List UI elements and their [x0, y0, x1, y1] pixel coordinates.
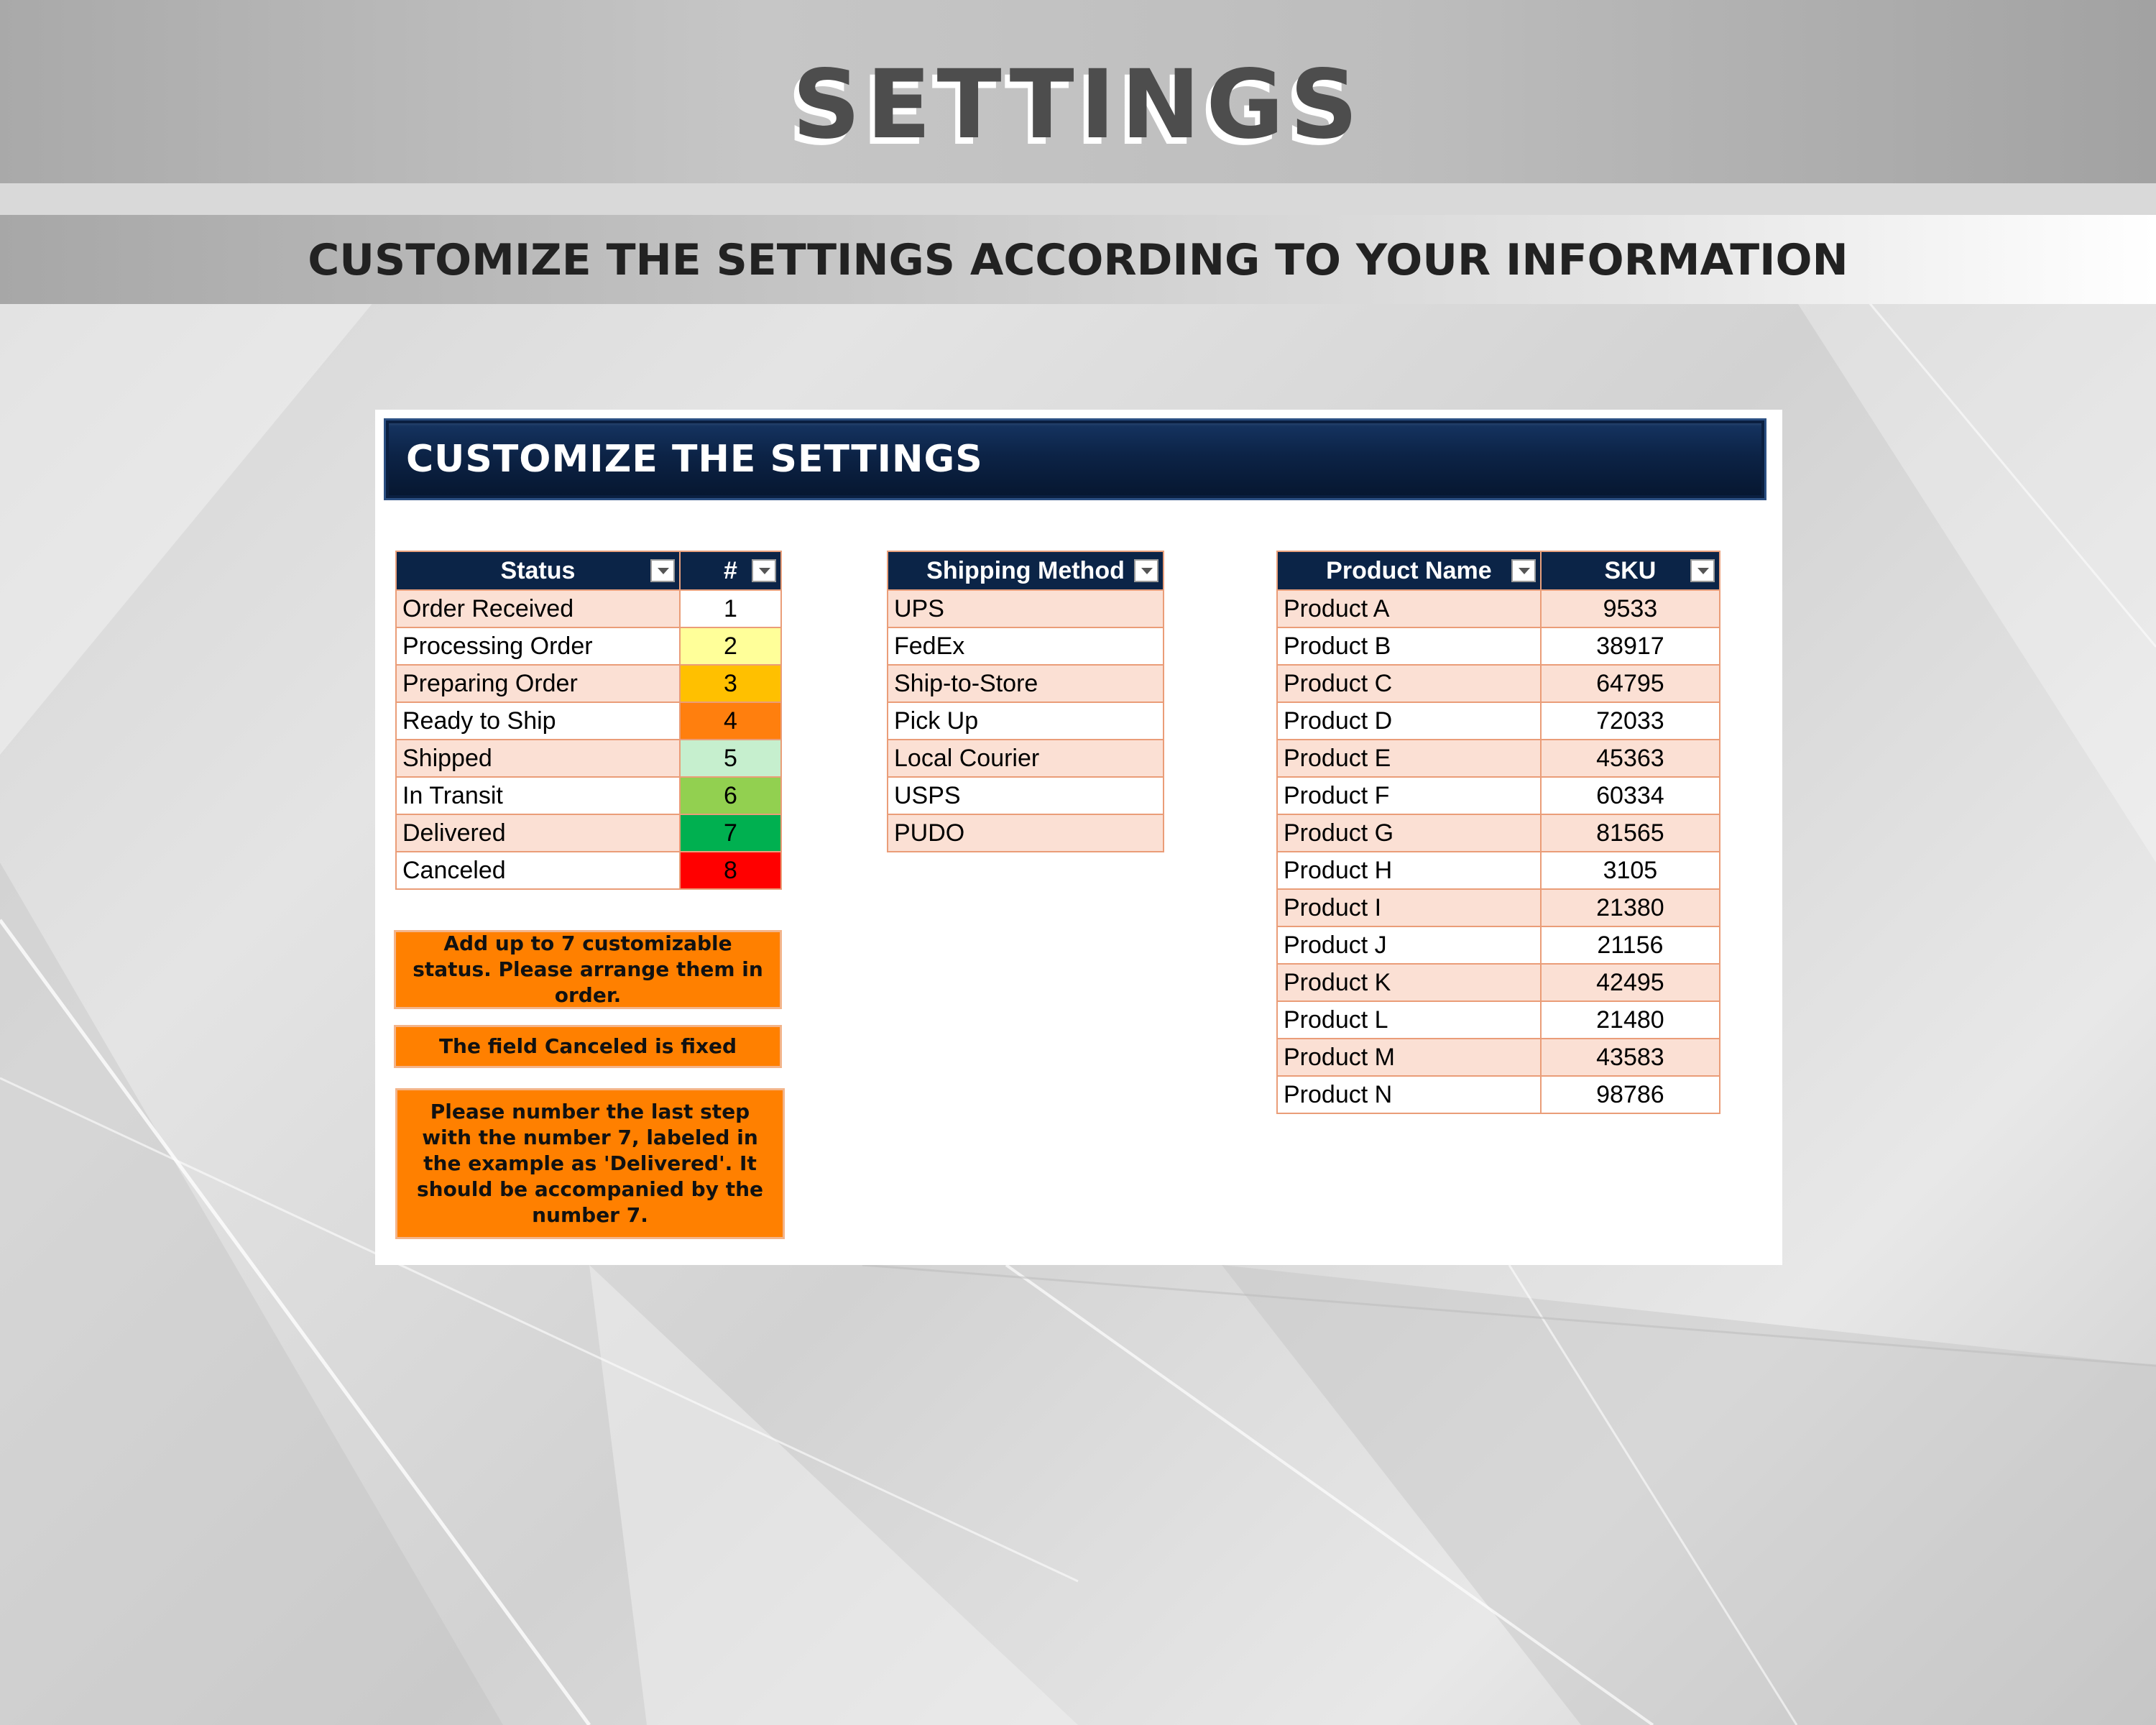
status-header-label: Status: [500, 556, 576, 584]
table-row: [888, 814, 1164, 852]
shipping-method-cell[interactable]: Ship-to-Store: [888, 665, 1164, 702]
product-name-cell[interactable]: Product F: [1277, 777, 1541, 814]
table-row: [1277, 1001, 1720, 1039]
page-title: SETTINGS: [792, 50, 1364, 160]
table-row: [396, 852, 781, 889]
note-canceled-fixed: The field Canceled is fixed: [394, 1025, 782, 1068]
note-last-step: Please number the last step with the number 7, labeled in the example as 'Delivered'. It should be accompanied by the number 7.: [395, 1088, 785, 1239]
product-name-cell[interactable]: Product L: [1277, 1001, 1541, 1039]
table-row: [1277, 590, 1720, 627]
note-customizable-status: Add up to 7 customizable status. Please arrange them in order.: [394, 930, 782, 1009]
filter-dropdown-icon[interactable]: [650, 559, 675, 582]
table-row: [1277, 926, 1720, 964]
status-name-cell[interactable]: Processing Order: [396, 627, 680, 665]
shipping-method-cell[interactable]: UPS: [888, 590, 1164, 627]
product-name-cell[interactable]: Product J: [1277, 926, 1541, 964]
filter-dropdown-icon[interactable]: [1134, 559, 1158, 582]
sku-column-header[interactable]: [1541, 551, 1720, 590]
status-name-cell[interactable]: In Transit: [396, 777, 680, 814]
sku-cell[interactable]: 72033: [1541, 702, 1720, 740]
sku-header-label: SKU: [1604, 556, 1657, 584]
table-row: [888, 777, 1164, 814]
shipping-method-table: [887, 551, 1164, 852]
product-name-cell[interactable]: Product H: [1277, 852, 1541, 889]
shipping-header-label: Shipping Method: [926, 556, 1125, 584]
sku-cell[interactable]: 9533: [1541, 590, 1720, 627]
filter-dropdown-icon[interactable]: [1690, 559, 1715, 582]
sku-cell[interactable]: 21156: [1541, 926, 1720, 964]
status-number-cell[interactable]: 6: [680, 777, 781, 814]
table-row: [396, 702, 781, 740]
product-name-cell[interactable]: Product M: [1277, 1039, 1541, 1076]
status-number-cell[interactable]: 3: [680, 665, 781, 702]
product-table-header: [1277, 551, 1720, 590]
sku-cell[interactable]: 98786: [1541, 1076, 1720, 1113]
product-name-cell[interactable]: Product A: [1277, 590, 1541, 627]
product-name-cell[interactable]: Product N: [1277, 1076, 1541, 1113]
table-row: [888, 665, 1164, 702]
product-name-cell[interactable]: Product E: [1277, 740, 1541, 777]
table-row: [1277, 852, 1720, 889]
table-row: [1277, 889, 1720, 926]
status-number-cell[interactable]: 1: [680, 590, 781, 627]
table-row: [1277, 1076, 1720, 1113]
table-row: [1277, 1039, 1720, 1076]
status-name-cell[interactable]: Canceled: [396, 852, 680, 889]
shipping-method-cell[interactable]: PUDO: [888, 814, 1164, 852]
filter-dropdown-icon[interactable]: [1511, 559, 1536, 582]
table-row: [1277, 740, 1720, 777]
product-name-cell[interactable]: Product G: [1277, 814, 1541, 852]
status-number-cell[interactable]: 2: [680, 627, 781, 665]
status-table: [395, 551, 782, 890]
shipping-table-header: [888, 551, 1164, 590]
sku-cell[interactable]: 3105: [1541, 852, 1720, 889]
status-number-cell[interactable]: 4: [680, 702, 781, 740]
table-row: [888, 740, 1164, 777]
table-row: [396, 590, 781, 627]
filter-dropdown-icon[interactable]: [752, 559, 776, 582]
table-row: [396, 665, 781, 702]
sku-cell[interactable]: 42495: [1541, 964, 1720, 1001]
product-name-cell[interactable]: Product C: [1277, 665, 1541, 702]
product-name-header-label: Product Name: [1326, 556, 1492, 584]
product-name-column-header[interactable]: [1277, 551, 1541, 590]
shipping-method-cell[interactable]: Pick Up: [888, 702, 1164, 740]
table-row: [1277, 627, 1720, 665]
table-row: [1277, 777, 1720, 814]
status-table-header: [396, 551, 781, 590]
sku-cell[interactable]: 21380: [1541, 889, 1720, 926]
shipping-method-column-header[interactable]: [888, 551, 1164, 590]
table-row: [1277, 702, 1720, 740]
number-column-header[interactable]: [680, 551, 781, 590]
table-row: [396, 627, 781, 665]
product-table: [1276, 551, 1720, 1114]
title-banner-divider: [0, 183, 2156, 215]
status-name-cell[interactable]: Order Received: [396, 590, 680, 627]
status-number-cell[interactable]: 8: [680, 852, 781, 889]
table-row: [1277, 964, 1720, 1001]
settings-panel: [375, 410, 1782, 1265]
table-row: [396, 777, 781, 814]
product-name-cell[interactable]: Product K: [1277, 964, 1541, 1001]
panel-header: [384, 418, 1766, 500]
sku-cell[interactable]: 60334: [1541, 777, 1720, 814]
shipping-method-cell[interactable]: USPS: [888, 777, 1164, 814]
status-number-cell[interactable]: 7: [680, 814, 781, 852]
sku-cell[interactable]: 81565: [1541, 814, 1720, 852]
table-row: [1277, 665, 1720, 702]
table-row: [396, 814, 781, 852]
table-row: [888, 590, 1164, 627]
status-name-cell[interactable]: Preparing Order: [396, 665, 680, 702]
shipping-method-cell[interactable]: FedEx: [888, 627, 1164, 665]
status-name-cell[interactable]: Shipped: [396, 740, 680, 777]
product-name-cell[interactable]: Product D: [1277, 702, 1541, 740]
product-name-cell[interactable]: Product I: [1277, 889, 1541, 926]
shipping-method-cell[interactable]: Local Courier: [888, 740, 1164, 777]
panel-title: CUSTOMIZE THE SETTINGS: [406, 438, 983, 481]
table-row: [396, 740, 781, 777]
status-name-cell[interactable]: Ready to Ship: [396, 702, 680, 740]
status-column-header[interactable]: [396, 551, 680, 590]
sku-cell[interactable]: 43583: [1541, 1039, 1720, 1076]
table-row: [888, 627, 1164, 665]
status-name-cell[interactable]: Delivered: [396, 814, 680, 852]
sku-cell[interactable]: 64795: [1541, 665, 1720, 702]
page-subtitle: CUSTOMIZE THE SETTINGS ACCORDING TO YOUR INFORMATION: [308, 235, 1848, 285]
number-header-label: #: [724, 556, 737, 584]
status-number-cell[interactable]: 5: [680, 740, 781, 777]
table-row: [1277, 814, 1720, 852]
sku-cell[interactable]: 45363: [1541, 740, 1720, 777]
table-row: [888, 702, 1164, 740]
sku-cell[interactable]: 21480: [1541, 1001, 1720, 1039]
product-name-cell[interactable]: Product B: [1277, 627, 1541, 665]
sku-cell[interactable]: 38917: [1541, 627, 1720, 665]
